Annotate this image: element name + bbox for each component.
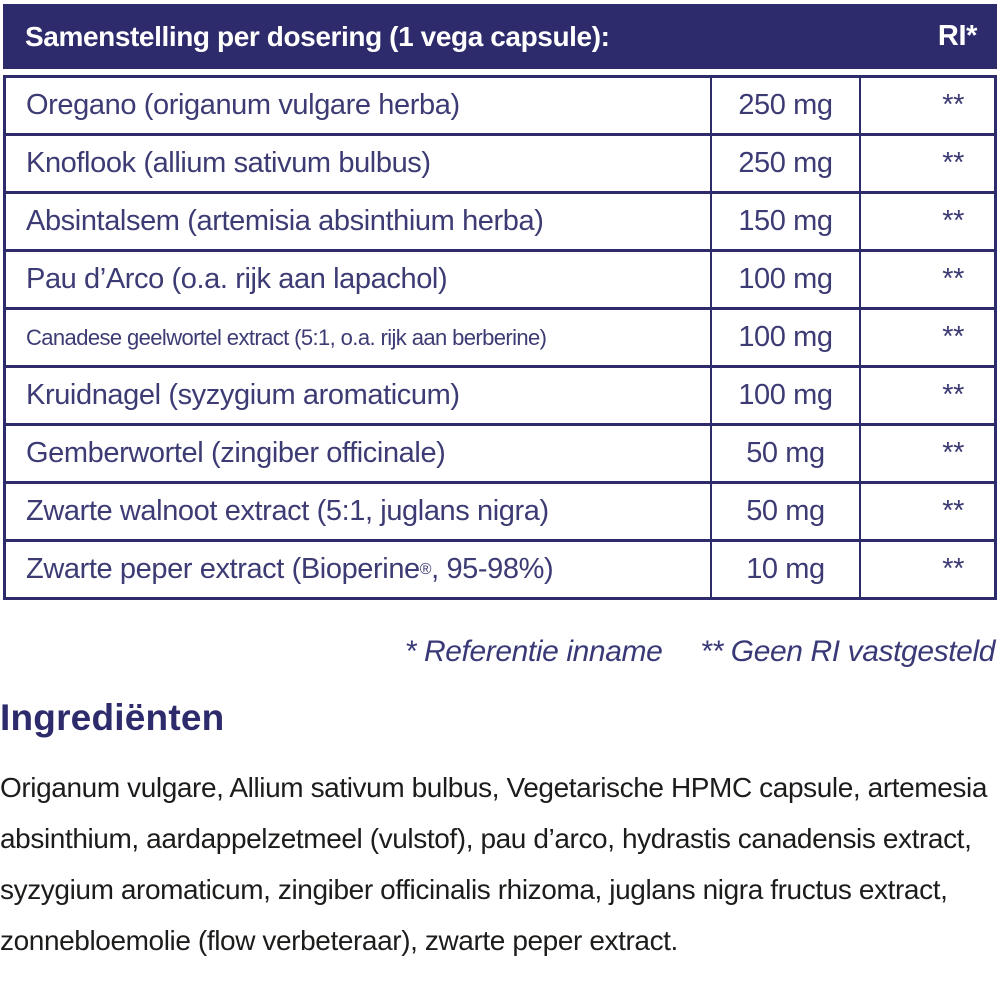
table-row	[6, 426, 994, 484]
ingredient-name: Canadese geelwortel extract (5:1, o.a. rijk aan berberine)	[26, 324, 547, 350]
ri-column-header: RI*	[937, 20, 977, 52]
ingredient-amount: 250 mg	[710, 136, 861, 191]
table-row	[6, 368, 994, 426]
table-row	[6, 252, 994, 310]
ingredient-name-text: , 95-98%)	[431, 553, 554, 585]
ingredient-ri-value: **	[942, 205, 964, 237]
table-row	[6, 484, 994, 542]
ingredient-name: Kruidnagel (syzygium aromaticum)	[26, 379, 460, 411]
composition-table-header	[3, 4, 997, 69]
ingredient-ri-value: **	[942, 89, 964, 121]
ingredient-name: Pau d’Arco (o.a. rijk aan lapachol)	[26, 263, 448, 295]
ingredient-amount: 150 mg	[710, 194, 861, 249]
composition-table	[3, 75, 997, 600]
composition-table-title: Samenstelling per dosering (1 vega capsule):	[25, 20, 610, 52]
ingredient-ri-value: **	[942, 437, 964, 469]
footnote-reference-intake: * Referentie inname	[404, 635, 663, 668]
table-row	[6, 194, 994, 252]
ingredient-amount: 50 mg	[710, 426, 861, 481]
ingredient-name: Gemberwortel (zingiber officinale)	[26, 437, 446, 469]
ingredient-amount: 100 mg	[710, 368, 861, 423]
table-footnote	[0, 634, 1000, 670]
ingredient-amount: 50 mg	[710, 484, 861, 539]
ingredients-heading: Ingrediënten	[0, 697, 225, 738]
ingredient-ri-value: **	[942, 263, 964, 295]
ingredient-amount: 250 mg	[710, 78, 861, 133]
ingredients-paragraph: Origanum vulgare, Allium sativum bulbus, Vegetarische HPMC capsule, artemesia absinthium, aardappelzetmeel (vulstof), pau d’arco, hydrastis canadensis extract, syzygium aromaticum, zingiber officinalis rhizoma, juglans nigra fructus extract, zonnebloemolie (flow verbeteraar), zwarte peper extract.	[0, 772, 987, 956]
ingredient-name-text: Zwarte peper extract (Bioperine	[26, 553, 420, 585]
ingredient-name: Zwarte peper extract (Bioperine ® , 95-98%)	[26, 553, 554, 585]
table-row	[6, 136, 994, 194]
footnote-no-ri: ** Geen RI vastgesteld	[700, 635, 995, 668]
ingredient-ri-value: **	[942, 379, 964, 411]
ingredient-ri-value: **	[942, 495, 964, 527]
ingredient-amount: 10 mg	[710, 542, 861, 597]
ingredient-ri-value: **	[942, 147, 964, 179]
table-row	[6, 78, 994, 136]
ingredient-name: Oregano (origanum vulgare herba)	[26, 89, 460, 121]
ingredient-ri-value: **	[942, 553, 964, 585]
ingredient-name: Zwarte walnoot extract (5:1, juglans nigra)	[26, 495, 549, 527]
table-row	[6, 310, 994, 368]
ingredient-name: Knoflook (allium sativum bulbus)	[26, 147, 431, 179]
table-row	[6, 542, 994, 597]
ingredient-name: Absintalsem (artemisia absinthium herba)	[26, 205, 544, 237]
ingredient-amount: 100 mg	[710, 252, 861, 307]
ingredient-amount: 100 mg	[710, 310, 861, 365]
ingredient-ri-value: **	[942, 321, 964, 353]
